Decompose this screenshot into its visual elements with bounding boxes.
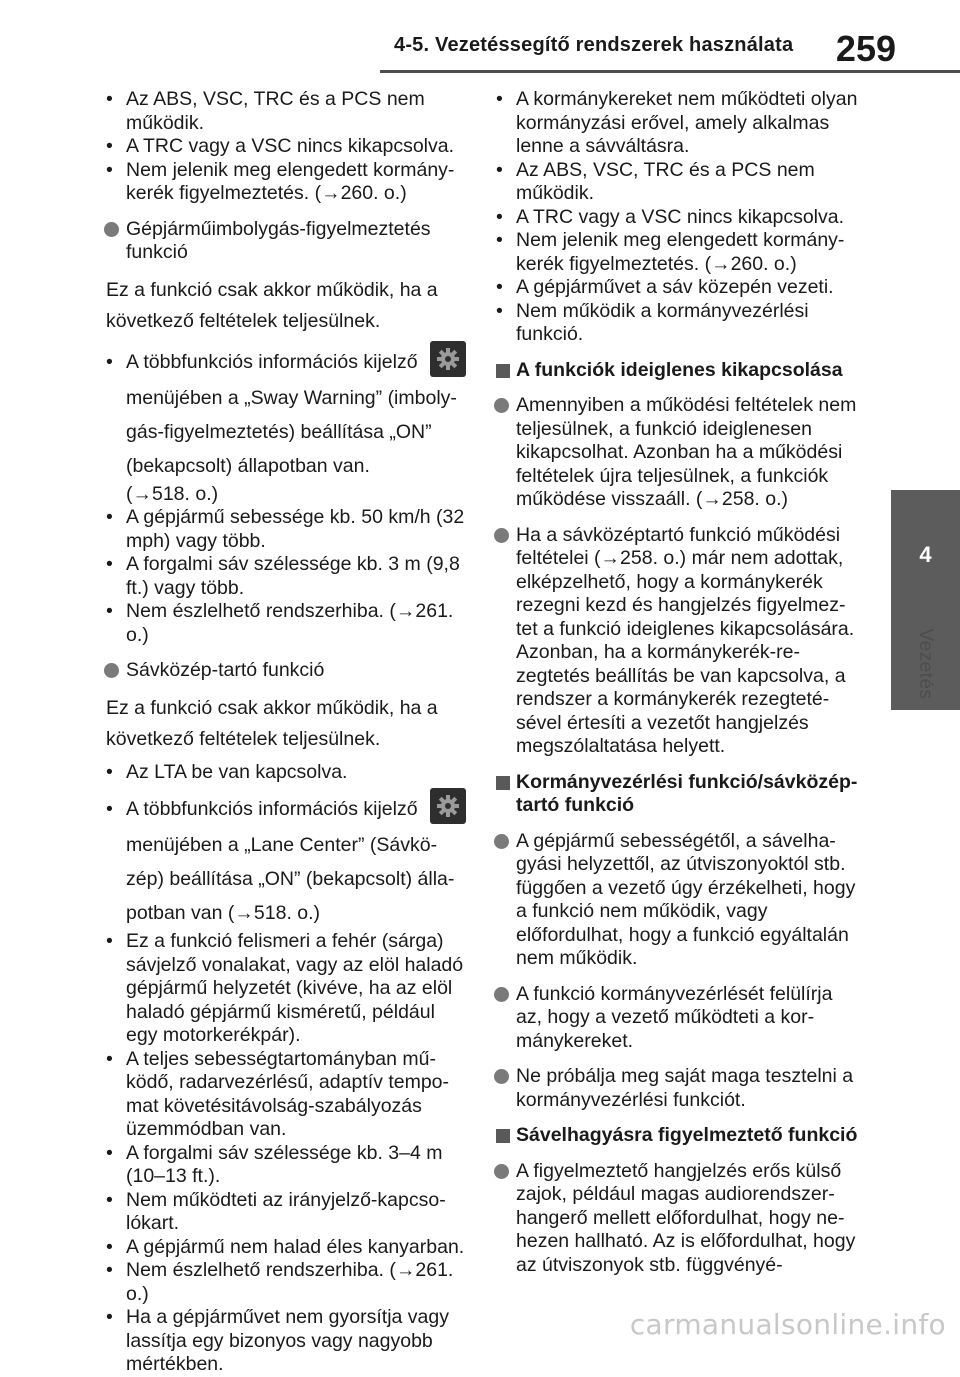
list-item: • Nem észlelhető rendszerhiba. (→261. o.) <box>106 600 454 646</box>
circle-bullet-icon <box>494 1164 509 1179</box>
circle-bullet-icon <box>494 834 509 849</box>
list-item: • Az LTA be van kapcsolva. <box>106 760 348 783</box>
list-item: • Nem jelenik meg elengedett kormánykerék figyelmeztetés. (→260. o.) <box>496 229 845 275</box>
list-item: • A gépjármű sebessége kb. 50 km/h (32 mph) vagy több. <box>106 506 465 552</box>
list-item: • Ha a gépjárművet nem gyorsítja vagy lassítja egy bizonyos vagy nagyobb mértékben. <box>106 1306 449 1375</box>
circle-paragraph: Amennyiben a működési feltételek nem teljesülnek, a funkció ideiglenesen kikapcsolhat. Azonban ha a működési feltételek újra teljesülnek, a funkciók működése visszaáll. (→258. o.) <box>496 394 858 512</box>
paragraph: Ez a funkció csak akkor működik, ha a következő feltételek teljesülnek. <box>106 278 438 332</box>
list-item: • Nem jelenik meg elengedett kormánykerék figyelmeztetés. (→260. o.) <box>106 158 455 204</box>
settings-gear-icon <box>430 341 466 377</box>
circle-bullet-icon <box>494 987 509 1002</box>
settings-gear-icon <box>430 788 466 824</box>
list-item: • Nem észlelhető rendszerhiba. (→261. o.) <box>106 1259 454 1305</box>
list-item: • A TRC vagy a VSC nincs kikapcsolva. <box>106 135 455 157</box>
circle-paragraph: A funkció kormányvezérlését felülírja az, hogy a vezető működteti a kormánykereket. <box>496 983 858 1054</box>
circle-paragraph: Ne próbálja meg saját maga tesztelni a kormányvezérlési funkciót. <box>496 1065 858 1112</box>
list-item: • Ez a funkció felismeri a fehér (sárga) sávjelző vonalakat, vagy az elöl haladó gépjármű helyzetét (kivéve, ha az elöl haladó gépjármű kisméretű, például egy motorkerékpár). <box>106 930 464 1046</box>
paragraph: Ez a funkció csak akkor működik, ha a következő feltételek teljesülnek. <box>106 696 438 750</box>
page-header <box>0 0 960 72</box>
circle-paragraph: A figyelmeztető hangjelzés erős külső zajok, például magas audiorendszer-hangerő mellett előfordulhat, hogy nehezen hallható. Az is előfordulhat, hogy az útviszonyok stb. függvényé- <box>496 1160 858 1278</box>
circle-paragraph: A gépjármű sebességétől, a sávelhagyási helyzettől, az útviszonyoktól stb. függően a vezető úgy érzékelheti, hogy a funkció nem működik, vagy előfordulhat, hogy a funkció egyáltalán nem működik. <box>496 830 858 971</box>
page-number: 259 <box>835 28 896 69</box>
list-item: • Nem működteti az irányjelző-kapcsolókart. <box>106 1188 446 1234</box>
list-item: • A gépjárművet a sáv közepén vezeti. <box>496 276 834 298</box>
circle-bullet-icon <box>494 398 509 413</box>
list-item: • A forgalmi sáv szélessége kb. 3–4 m (10–13 ft.). <box>106 1141 443 1187</box>
list-item: • A kormánykereket nem működteti olyan kormányzási erővel, amely alkalmas lenne a sávváltásra. <box>496 88 858 157</box>
circle-heading: Sávközép-tartó funkció <box>106 659 466 683</box>
list-item: • A forgalmi sáv szélessége kb. 3 m (9,8 ft.) vagy több. <box>106 553 460 599</box>
list-item: • A többfunkciós információs kijelző menüjében a „Sway Warning” (imbolygás-figyelmeztetés) beállítása „ON” (bekapcsolt) állapotban van. <box>106 345 466 483</box>
circle-bullet-icon <box>494 1069 509 1084</box>
circle-bullet-icon <box>104 222 119 237</box>
list-item: • Az ABS, VSC, TRC és a PCS nem működik. <box>496 158 815 204</box>
circle-bullet-icon <box>104 663 119 678</box>
list-item: • A TRC vagy a VSC nincs kikapcsolva. <box>496 205 845 228</box>
chapter-label-box <box>891 614 960 714</box>
list-item: • A gépjármű nem halad éles kanyarban. <box>106 1235 465 1258</box>
right-column <box>496 88 858 1287</box>
circle-paragraph: Ha a sávközéptartó funkció működési feltételei (→258. o.) már nem adottak, elképzelhető, hogy a kormánykerék rezegni kezd és hangjelzés figyelmeztet a funkció ideiglenes kikapcsolására. Azonban, ha a kormánykerék-rezegtetés beállítás be van kapcsolva, a rendszer a kormánykerék rezegtetésével értesíti a vezetőt hangjelzés megszólaltatása helyett. <box>496 524 858 759</box>
section-title: 4-5. Vezetéssegítő rendszerek használata <box>394 34 794 56</box>
watermark: carmanualsonline.info <box>629 1308 946 1341</box>
square-bullet-icon <box>496 776 510 790</box>
circle-heading: Gépjárműimbolygás-figyelmeztetés funkció <box>106 218 466 265</box>
section-heading: Sávelhagyásra figyelmeztető funkció <box>496 1124 858 1148</box>
list-item: • Az ABS, VSC, TRC és a PCS nem működik. <box>106 88 425 134</box>
list-item: • A többfunkciós információs kijelző menüjében a „Lane Center” (Sávközép) beállítása „ON” (bekapcsolt) állapotban van (→518. o.) <box>106 792 466 930</box>
list-item: (→518. o.) <box>126 482 219 505</box>
list-item: • Nem működik a kormányvezérlési funkció. <box>496 299 809 345</box>
chapter-label: Vezetés <box>915 628 936 700</box>
header-rule <box>380 70 960 73</box>
list-item: • A teljes sebességtartományban működő, radarvezérlésű, adaptív tempomat követésitávolság-szabályozás üzemmódban van. <box>106 1047 450 1140</box>
section-heading: A funkciók ideiglenes kikapcsolása <box>496 359 858 383</box>
section-heading: Kormányvezérlési funkció/sávközép-tartó funkció <box>496 771 858 818</box>
circle-bullet-icon <box>494 528 509 543</box>
square-bullet-icon <box>496 364 510 378</box>
chapter-number: 4 <box>919 542 932 567</box>
square-bullet-icon <box>496 1129 510 1143</box>
left-column <box>106 88 466 1377</box>
